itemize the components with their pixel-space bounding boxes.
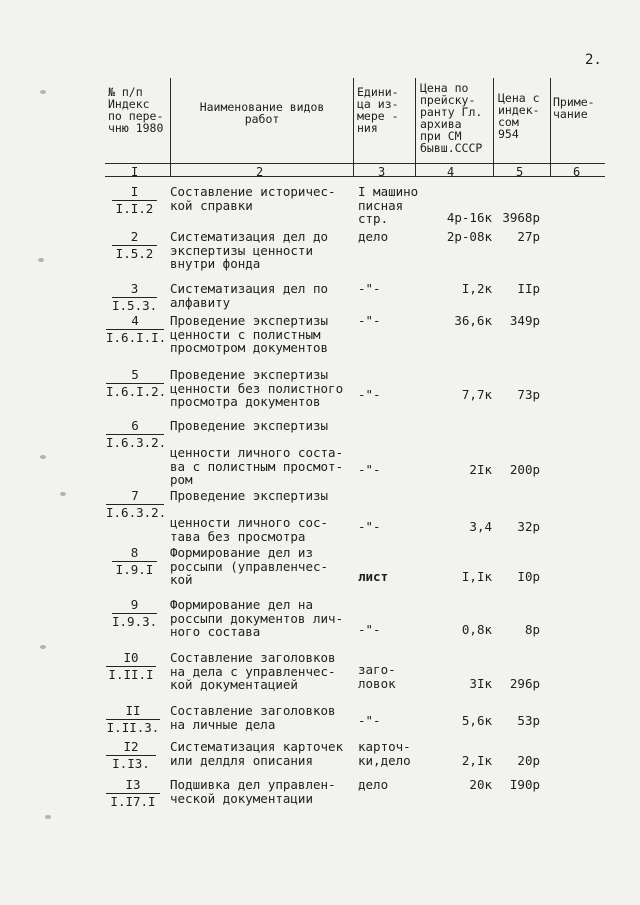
column-number: 3 <box>378 165 386 179</box>
header-price-index: Цена с индек- сом 954 <box>498 91 540 141</box>
column-number: 2 <box>256 165 264 179</box>
row-unit: дело <box>358 229 389 244</box>
row-unit: -"- <box>358 519 381 534</box>
row-price: I,2к <box>461 281 492 296</box>
row-description: Формирование дел из россыпи (управленчес- кой <box>170 545 329 587</box>
row-price: 2р-08к <box>446 229 492 244</box>
row-index <box>112 546 157 576</box>
row-description: Проведение экспертизы ценности с полистным просмотром документов <box>170 313 329 355</box>
row-description: Формирование дел на россыпи документов лич- ного состава <box>170 597 344 639</box>
header-divider <box>353 78 354 176</box>
row-number: I0 <box>106 651 156 667</box>
row-number: 6 <box>106 419 164 435</box>
row-indexed-price: 296р <box>509 676 540 691</box>
row-index <box>112 598 157 628</box>
row-description: Систематизация карточек или делдля описания <box>170 739 344 768</box>
header-divider <box>550 78 551 176</box>
row-price: 4р-16к <box>446 210 492 225</box>
page-number: 2. <box>585 52 602 68</box>
row-description: Проведение экспертизы ценности без полистного просмотра документов <box>170 367 344 409</box>
row-code: I.9.I <box>115 561 154 577</box>
row-code: I.6.3.2. <box>106 504 167 520</box>
column-number: 6 <box>573 165 581 179</box>
row-code: I.5.3. <box>112 297 158 313</box>
header-price-list: Цена по прейску- ранту Гл. архива при СМ бывш.СССР <box>420 81 483 155</box>
row-number: 8 <box>112 546 157 562</box>
row-indexed-price: 349р <box>509 313 540 328</box>
row-index <box>106 704 160 734</box>
row-code: I.I.2 <box>115 200 154 216</box>
row-index <box>112 185 157 215</box>
row-indexed-price: 3968р <box>502 210 540 225</box>
row-indexed-price: 27р <box>517 229 540 244</box>
row-description: Систематизация дел по алфавиту <box>170 281 329 310</box>
row-index <box>106 778 160 808</box>
row-index <box>106 367 167 399</box>
row-indexed-price: 8р <box>524 622 540 637</box>
row-price: 20к <box>469 777 492 792</box>
row-price: 3,4 <box>469 519 492 534</box>
row-number: II <box>106 704 160 720</box>
row-unit: -"- <box>358 622 381 637</box>
row-indexed-price: 32р <box>517 519 540 534</box>
row-indexed-price: 73р <box>517 387 540 402</box>
row-description: Подшивка дел управлен- ческой документации <box>170 777 336 806</box>
row-number: 7 <box>106 489 164 505</box>
row-number: 2 <box>112 230 157 246</box>
row-unit: карточ- ки,дело <box>358 739 411 768</box>
row-unit: I машино писная стр. <box>358 184 419 226</box>
row-code: I.I7.I <box>110 793 156 809</box>
scan-speck <box>40 90 46 94</box>
row-price: 7,7к <box>461 387 492 402</box>
row-number: 9 <box>112 598 157 614</box>
row-price: 5,6к <box>461 713 492 728</box>
row-code: I.5.2 <box>115 245 154 261</box>
column-number: I <box>131 165 139 179</box>
row-unit: -"- <box>358 713 381 728</box>
column-number: 4 <box>447 165 455 179</box>
row-unit: -"- <box>358 313 381 328</box>
row-description: Составление заголовков на личные дела <box>170 703 336 732</box>
header-unit: Едини- ца из- мере - ния <box>357 85 399 135</box>
row-number: I <box>112 185 157 201</box>
row-indexed-price: I0р <box>517 569 540 584</box>
row-code: I.6.I.2. <box>106 383 167 399</box>
row-price: 2Iк <box>469 462 492 477</box>
row-unit: лист <box>358 569 389 584</box>
row-index <box>112 282 157 312</box>
header-rule <box>105 176 605 177</box>
row-price: 3Iк <box>469 676 492 691</box>
row-price: 2,Iк <box>461 753 492 768</box>
row-unit: заго- ловок <box>358 662 396 691</box>
row-index <box>106 488 167 520</box>
row-indexed-price: IIр <box>517 281 540 296</box>
row-code: I.6.I.I. <box>106 329 167 345</box>
header-index: № п/п Индекс по пере- чню 1980 <box>108 85 164 135</box>
row-number: I2 <box>106 740 156 756</box>
row-indexed-price: 53р <box>517 713 540 728</box>
scan-speck <box>38 258 44 262</box>
row-code: I.I3. <box>112 755 150 771</box>
row-code: I.II.I <box>108 666 154 682</box>
header-divider <box>493 78 494 176</box>
row-index <box>106 313 167 345</box>
row-index <box>106 418 167 450</box>
row-indexed-price: I90р <box>509 777 540 792</box>
header-divider <box>415 78 416 176</box>
row-price: 36,6к <box>454 313 492 328</box>
row-number: 3 <box>112 282 157 298</box>
row-description: Проведение экспертизы ценности личного соста- ва с полистным просмот- ром <box>170 418 344 487</box>
header-divider <box>170 78 171 176</box>
column-number: 5 <box>516 165 524 179</box>
scan-speck <box>60 492 66 496</box>
scan-speck <box>40 455 46 459</box>
row-index <box>106 651 156 681</box>
row-description: Проведение экспертизы ценности личного сос- тава без просмотра <box>170 488 329 544</box>
row-description: Систематизация дел до экспертизы ценности внутри фонда <box>170 229 329 271</box>
row-indexed-price: 200р <box>509 462 540 477</box>
row-unit: -"- <box>358 281 381 296</box>
row-description: Составление историчес- кой справки <box>170 184 336 213</box>
row-number: 5 <box>106 368 164 384</box>
row-code: I.II.3. <box>106 719 160 735</box>
row-unit: -"- <box>358 462 381 477</box>
scan-speck <box>40 645 46 649</box>
header-rule <box>105 163 605 164</box>
header-work-name: Наименование видов работ <box>199 100 325 126</box>
row-index <box>106 740 156 770</box>
header-note: Приме- чание <box>553 95 595 121</box>
row-unit: -"- <box>358 387 381 402</box>
row-code: I.9.3. <box>112 613 158 629</box>
row-description: Составление заголовков на дела с управленчес- кой документацией <box>170 650 336 692</box>
row-price: 0,8к <box>461 622 492 637</box>
row-index <box>112 230 157 260</box>
row-indexed-price: 20р <box>517 753 540 768</box>
row-price: I,Iк <box>461 569 492 584</box>
scan-speck <box>45 815 51 819</box>
row-unit: дело <box>358 777 389 792</box>
row-number: I3 <box>106 778 160 794</box>
row-code: I.6.3.2. <box>106 434 167 450</box>
row-number: 4 <box>106 314 164 330</box>
